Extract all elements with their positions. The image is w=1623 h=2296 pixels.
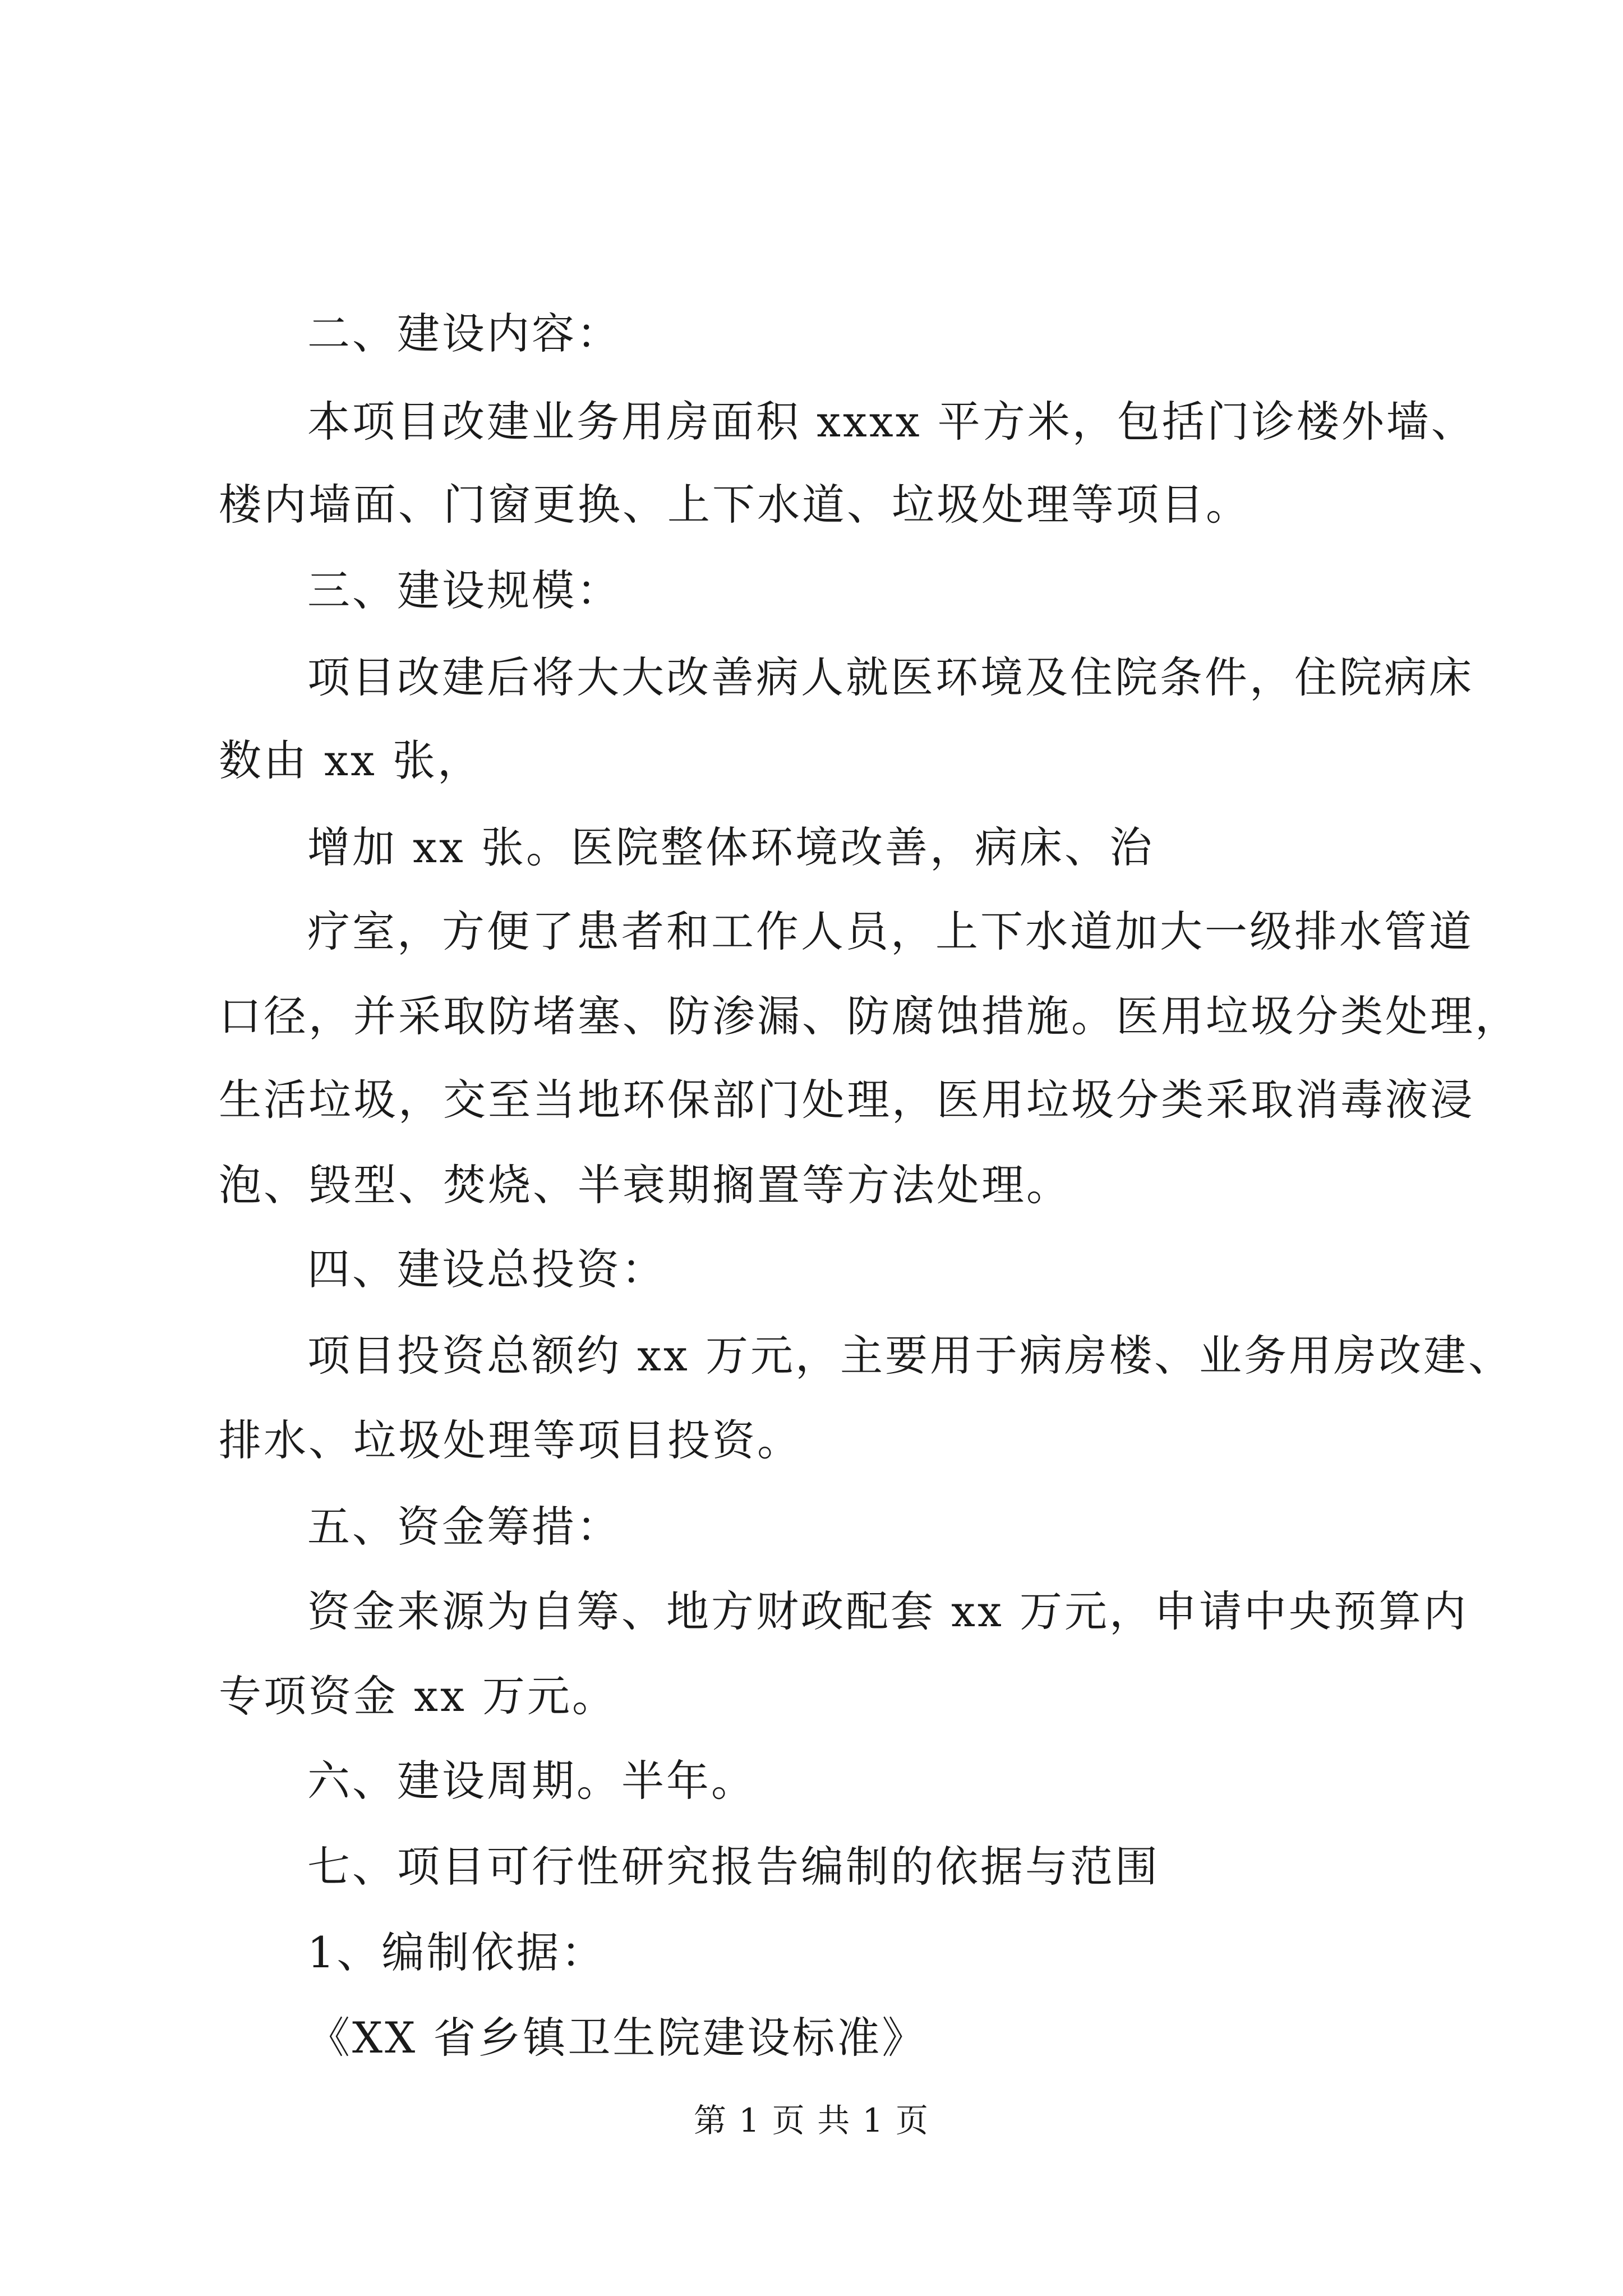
subsection-heading-basis: 1、编制依据： (307, 1927, 606, 1977)
paragraph-line: 本项目改建业务用房面积 xxxx 平方米，包括门诊楼外墙、 (307, 397, 1476, 447)
paragraph-line: 项目投资总额约 xx 万元，主要用于病房楼、业务用房改建、 (307, 1331, 1514, 1381)
paragraph-line: 楼内墙面、门窗更换、上下水道、垃圾处理等项目。 (219, 480, 1251, 530)
section-heading-fund-raising: 五、资金筹措： (307, 1502, 621, 1552)
section-heading-feasibility-basis: 七、项目可行性研究报告编制的依据与范围 (307, 1842, 1160, 1892)
paragraph-line: 泡、毁型、焚烧、半衰期搁置等方法处理。 (219, 1160, 1071, 1210)
section-heading-construction-scale: 三、建设规模： (307, 565, 621, 615)
paragraph-line: 资金来源为自筹、地方财政配套 xx 万元，申请中央预算内 (307, 1586, 1469, 1636)
page-number-footer: 第 1 页 共 1 页 (694, 2101, 929, 2139)
section-heading-construction-period: 六、建设周期。半年。 (307, 1756, 756, 1806)
section-heading-construction-content: 二、建设内容： (307, 309, 621, 358)
paragraph-line: 口径，并采取防堵塞、防渗漏、防腐蚀措施。医用垃圾分类处理， (219, 991, 1520, 1041)
paragraph-line: 数由 xx 张， (219, 735, 483, 785)
paragraph-line: 项目改建后将大大改善病人就医环境及住院条件，住院病床 (307, 652, 1474, 702)
paragraph-line: 专项资金 xx 万元。 (219, 1671, 617, 1721)
paragraph-line: 排水、垃圾处理等项目投资。 (219, 1415, 802, 1465)
paragraph-line: 增加 xx 张。医院整体环境改善，病床、治 (307, 822, 1155, 872)
paragraph-line: 生活垃圾，交至当地环保部门处理，医用垃圾分类采取消毒液浸 (219, 1075, 1475, 1125)
section-heading-total-investment: 四、建设总投资： (307, 1244, 666, 1294)
reference-title: 《XX 省乡镇卫生院建设标准》 (307, 2013, 927, 2063)
paragraph-line: 疗室，方便了患者和工作人员，上下水道加大一级排水管道 (307, 907, 1474, 956)
